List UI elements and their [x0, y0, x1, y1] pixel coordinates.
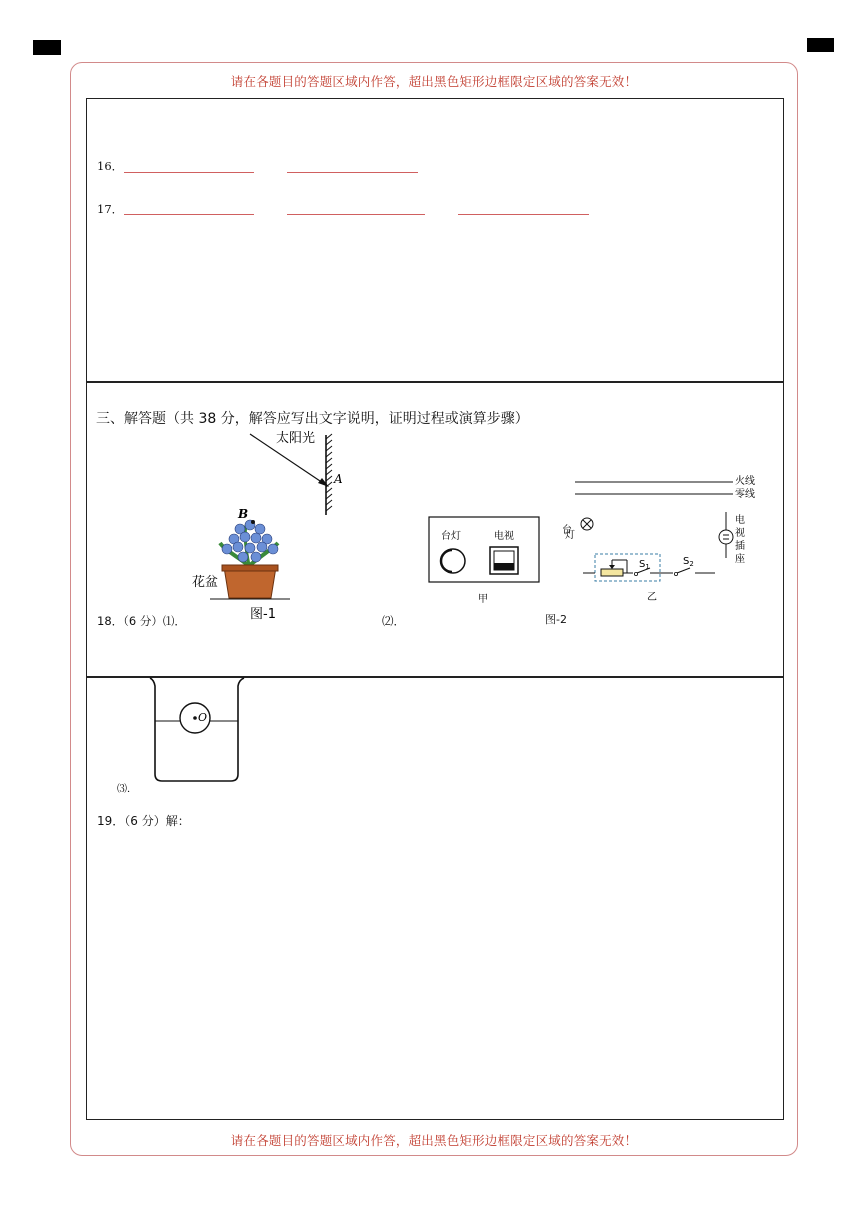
figure-1 — [180, 425, 370, 625]
q16-blank-2[interactable] — [287, 172, 418, 173]
tv-label: 电视 — [494, 531, 514, 542]
svg-text:灯: 灯 — [565, 530, 575, 541]
svg-text:座: 座 — [735, 554, 745, 565]
warning-bottom: 请在各题目的答题区域内作答，超出黑色矩形边框限定区域的答案无效！ — [230, 1133, 638, 1148]
q16-blank-1[interactable] — [124, 172, 254, 173]
q17-blank-2[interactable] — [287, 214, 425, 215]
point-a-label: A — [334, 472, 343, 486]
flower-pot-icon — [224, 567, 276, 598]
figure-2-panel-b — [559, 470, 765, 605]
beaker-figure — [145, 676, 250, 786]
figure-2-caption: 图-2 — [545, 613, 567, 626]
figure-2-panel-a — [428, 515, 543, 605]
q17-number: 17． — [97, 202, 124, 216]
panel-b-caption: 乙 — [647, 592, 657, 603]
q18-part3-label: ⑶． — [117, 784, 137, 795]
pot-label: 花盆 — [192, 575, 219, 590]
svg-text:电: 电 — [735, 515, 745, 526]
live-wire-label: 火线 — [735, 476, 755, 487]
sunlight-label: 太阳光 — [276, 431, 316, 446]
corner-marker-left — [33, 40, 61, 55]
tv-socket-icon — [719, 530, 733, 544]
q16-number: 16． — [97, 159, 124, 173]
warning-top: 请在各题目的答题区域内作答，超出黑色矩形边框限定区域的答案无效！ — [230, 74, 638, 89]
point-o-label: O — [198, 711, 208, 724]
q19-label: 19．（6 分）解： — [97, 814, 190, 828]
svg-text:视: 视 — [735, 528, 745, 539]
panel-a-caption: 甲 — [478, 594, 488, 605]
s1-label: $S_1$ — [639, 559, 650, 571]
neutral-wire-label: 零线 — [735, 489, 755, 500]
desk-lamp-label: 台灯 — [441, 531, 461, 542]
q18-label: 18．（6 分）⑴． — [97, 614, 186, 628]
q18-part2-label: ⑵． — [382, 614, 405, 628]
flower-blossoms-icon — [222, 520, 278, 562]
answer-box-16-17 — [86, 98, 784, 383]
s2-label: $S_2$ — [683, 556, 694, 568]
q17-blank-1[interactable] — [124, 214, 254, 215]
svg-text:插: 插 — [735, 541, 745, 552]
q17-blank-3[interactable] — [458, 214, 589, 215]
figure-1-caption: 图-1 — [250, 607, 276, 622]
corner-marker-right — [807, 38, 834, 52]
point-b-label: B — [238, 507, 249, 521]
lamp-vertical-label: 台 — [559, 524, 571, 534]
section-3-title: 三、解答题（共 38 分，解答应写出文字说明，证明过程或演算步骤） — [96, 411, 529, 427]
